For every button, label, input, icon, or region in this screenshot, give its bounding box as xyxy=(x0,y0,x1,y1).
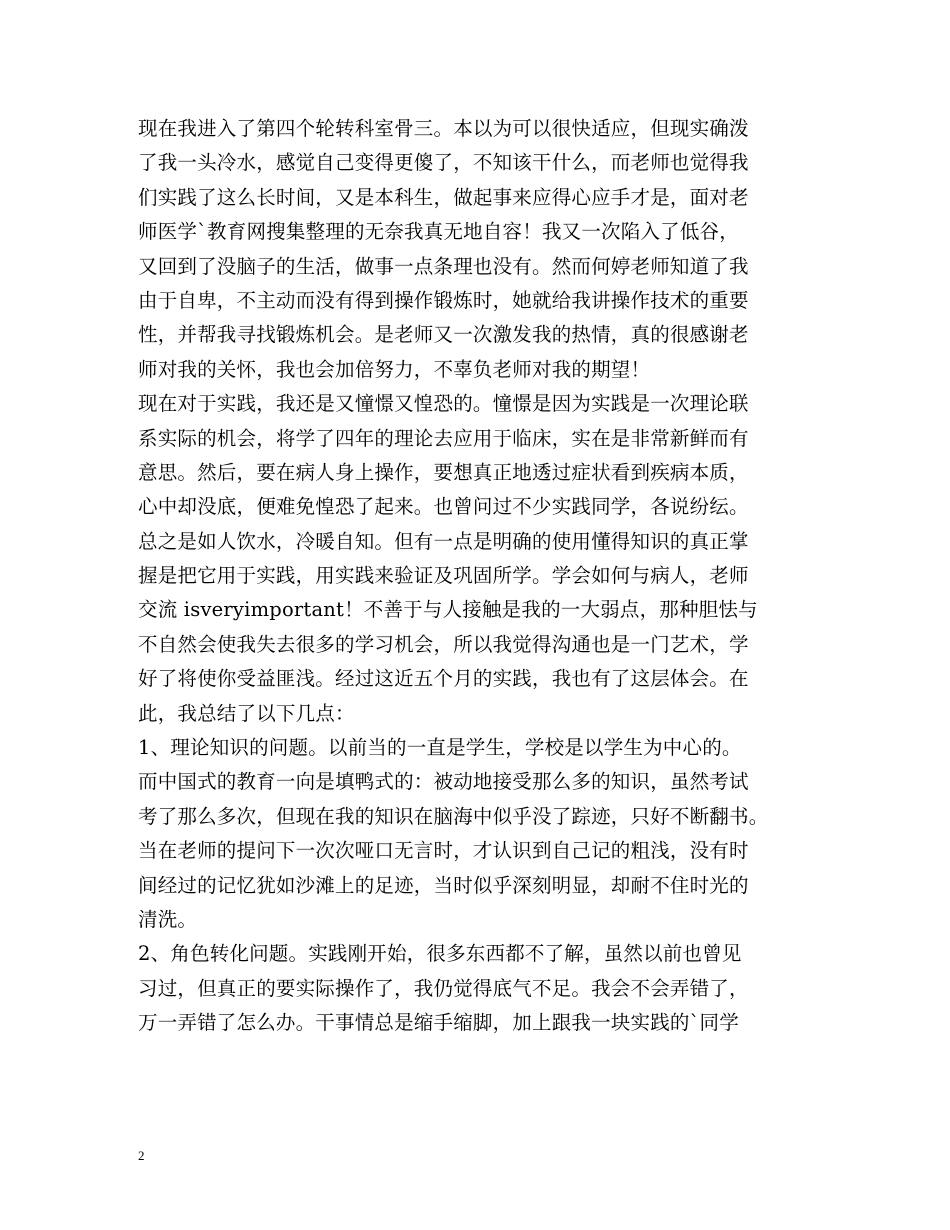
text-line: 而中国式的教育一向是填鸭式的：被动地接受那么多的知识，虽然考试 xyxy=(138,770,749,794)
text-line: 师对我的关怀，我也会加倍努力，不辜负老师对我的期望！ xyxy=(138,357,651,381)
text-line: 们实践了这么长时间，又是本科生，做起事来应得心应手才是，面对老 xyxy=(138,185,749,209)
text-line: 现在我进入了第四个轮转科室骨三。本以为可以很快适应，但现实确泼 xyxy=(138,117,749,140)
text-line: 当在老师的提问下一次次哑口无言时，才认识到自己记的粗浅，没有时 xyxy=(138,839,749,863)
text-line: 考了那么多次，但现在我的知识在脑海中似乎没了踪迹，只好不断翻书。 xyxy=(138,804,769,828)
text-line: 习过，但真正的要实际操作了，我仍觉得底气不足。我会不会弄错了， xyxy=(138,976,749,1000)
body-text xyxy=(138,112,828,1041)
text-line: 由于自卑，不主动而没有得到操作锻炼时，她就给我讲操作技术的重要 xyxy=(138,288,749,312)
text-line: 好了将使你受益匪浅。经过这近五个月的实践，我也有了这层体会。在 xyxy=(138,667,749,691)
text-line: 现在对于实践，我还是又憧憬又惶恐的。憧憬是因为实践是一次理论联 xyxy=(138,392,749,416)
text-line: 师医学`教育网搜集整理的无奈我真无地自容！我又一次陷入了低谷， xyxy=(138,220,739,244)
text-line: 又回到了没脑子的生活，做事一点条理也没有。然而何婷老师知道了我 xyxy=(138,254,749,278)
text-line: 了我一头冷水，感觉自己变得更傻了，不知该干什么，而老师也觉得我 xyxy=(138,151,749,175)
text-line: 万一弄错了怎么办。干事情总是缩手缩脚，加上跟我一块实践的`同学 xyxy=(138,1011,739,1035)
text-line: 性，并帮我寻找锻炼机会。是老师又一次激发我的热情，真的很感谢老 xyxy=(138,323,749,347)
text-line: 心中却没底，便难免惶恐了起来。也曾问过不少实践同学，各说纷纭。 xyxy=(138,495,749,519)
text-line: 此，我总结了以下几点： xyxy=(138,701,355,725)
text-line: 意思。然后，要在病人身上操作，要想真正地透过症状看到疾病本质， xyxy=(138,460,749,484)
text-line: 清洗。 xyxy=(138,907,198,931)
text-line: 间经过的记忆犹如沙滩上的足迹，当时似乎深刻明显，却耐不住时光的 xyxy=(138,873,749,897)
page-number: 2 xyxy=(138,1148,145,1163)
text-line: 握是把它用于实践，用实践来验证及巩固所学。学会如何与病人，老师 xyxy=(138,564,749,588)
text-line: 2、角色转化问题。实践刚开始，很多东西都不了解，虽然以前也曾见 xyxy=(138,942,742,966)
text-line: 总之是如人饮水，冷暖自知。但有一点是明确的使用懂得知识的真正掌 xyxy=(138,529,749,553)
text-line: 1、理论知识的问题。以前当的一直是学生，学校是以学生为中心的。 xyxy=(138,736,742,760)
text-line: 不自然会使我失去很多的学习机会，所以我觉得沟通也是一门艺术，学 xyxy=(138,632,749,656)
text-line: 交流 isveryimportant！不善于与人接触是我的一大弱点，那种胆怯与 xyxy=(138,598,758,622)
text-line: 系实际的机会，将学了四年的理论去应用于临床，实在是非常新鲜而有 xyxy=(138,426,749,450)
